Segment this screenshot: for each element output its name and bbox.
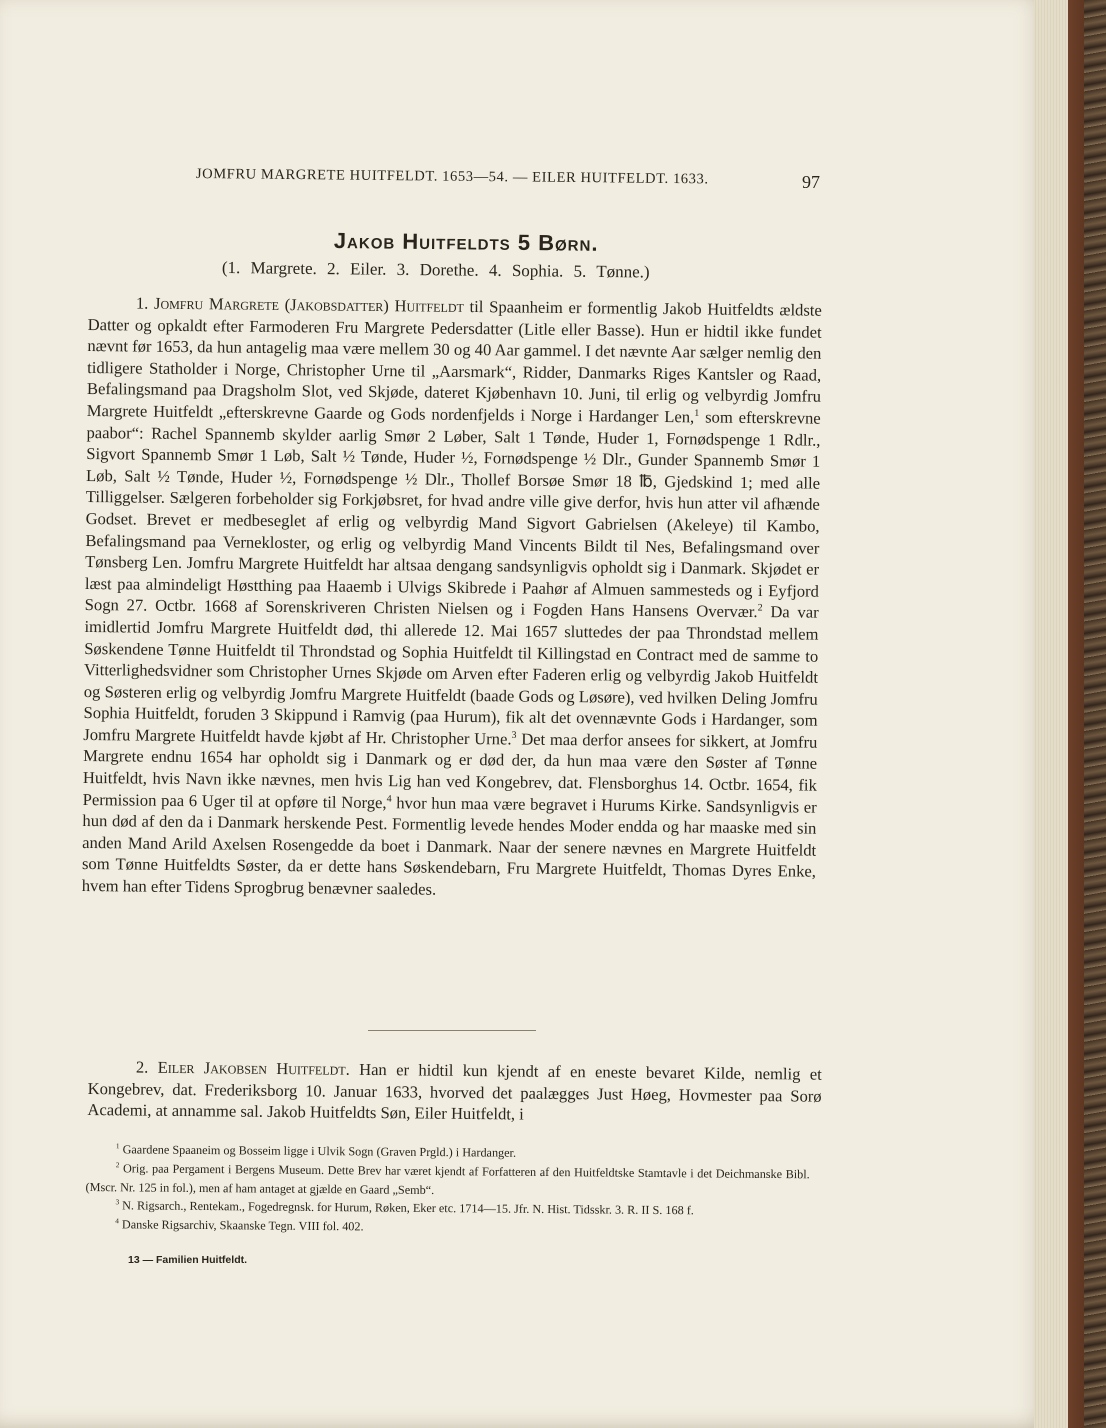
paragraph-text: Da var imidlertid Jomfru Margrete Huitfeldt død, thi allerede 12. Mai 1657 sluttedes der paa Throndstad mellem Søskendene Tønne Huitfeldt til Throndstad og Sophia Huitfeldt til Killingstad en Contract med de samme to Vitterlighedsvidner som Christopher Urnes Skjøde om Arven efter Faderen erlig og velbyrdig Jakob Huitfeldt og Søsteren erlig og velbyrdig Jomfru Margrete Huitfeldt (baade Gods og Løsøre), ved hvilken Deling Jomfru Sophia Huitfeldt, foruden 3 Skippund i Ramvig (paa Hurum), fik alt det ovennævnte Gods i Hardanger, som Jomfru Margrete Huitfeldt havde kjøbt af Hr. Christopher Urne. [83,602,819,749]
paragraph-text: Han er hidtil kun kjendt af en eneste bevaret Kilde, nemlig et Kongebrev, dat. Frederiksborg 10. Januar 1633, hvorved det paalægges Just Høeg, Hovmester paa Sorø Academi, at annamme sal. Jakob Huitfeldts Søn, Eiler Huitfeldt, i [87,1059,822,1124]
paragraph-number: 2. [135,1057,149,1077]
footnote-text: N. Rigsarch., Rentekam., Fogedregnsk. for Hurum, Røken, Eker etc. 1714—15. Jfr. N. Hist. Tidsskr. 3. R. II S. 168 f. [122,1198,694,1218]
footnotes [85,1140,810,1240]
footnote-ref: 2 [757,602,763,614]
printer-signature: 13 — Familien Huitfeldt. [128,1254,248,1266]
footnote-mark: 3 [115,1197,120,1207]
page-edges [1034,0,1068,1428]
footnote-mark: 2 [115,1159,120,1170]
paragraph-margrete [82,292,822,904]
footnote-text: Danske Rigsarchiv, Skaanske Tegn. VIII fol. 402. [121,1217,364,1234]
footnote-text: Orig. paa Pergament i Bergens Museum. Dette Brev har været kjendt af Forfatteren af den Huitfeldtske Stamtavle i det Deichmanske Bibl. (Mscr. Nr. 125 in fol.), men af ham antaget at gjælde en Gaard „Semb“. [85,1161,810,1197]
footnote-mark: 1 [115,1141,120,1151]
paragraph-heading: Eiler Jakobsen Huitfeldt. [157,1057,350,1079]
footnote-text: Gaardene Spaaneim og Bosseim ligge i Ulvik Sogn (Graven Prgld.) i Hardanger. [122,1142,517,1160]
paragraph-number: 1. [135,293,149,313]
section-title: Jakob Huitfeldts 5 Børn. [333,228,599,256]
paragraph-text: til Spaanheim er formentlig Jakob Huitfeldts ældste Datter og opkaldt efter Farmoderen Fru Margrete Pedersdatter (Litle eller Basse). Hun er hidtil ikke fundet nævnt før 1653, da hun antagelig maa være mellem 30 og 40 Aar gammel. I det nævnte Aar sælger nemlig den tidligere Statholder i Norge, Christopher Urne til „Aarsmark“, Ridder, Danmarks Riges Kantsler og Raad, Befalingsmand paa Dragsholm Slot, ved Skjøde, dateret Kjøbenhavn 10. Juni, til erlig og velbyrdig Jomfru Margrete Huitfeldt „efterskrevne Gaarde og Gods nordenfjelds i Norge i Hardanger Len, [86,296,822,427]
section-subtitle: (1. Margrete. 2. Eiler. 3. Dorethe. 4. Sophia. 5. Tønne.) [221,258,650,282]
footnote-ref: 4 [386,793,392,805]
running-head: JOMFRU MARGRETE HUITFELDT. 1653—54. — EILER HUITFELDT. 1633. [195,166,709,188]
footnote-mark: 4 [115,1216,119,1226]
footnote-ref: 1 [694,407,700,419]
paragraph-eiler [87,1056,822,1128]
paragraph-text: hvor hun maa være begravet i Hurums Kirke. Sandsynligvis er hun død af den da i Danmark herskende Pest. Formentlig levede hendes Moder endda og har maaske med sin anden Mand Arild Axelsen Rosengedde da boet i Danmark. Naar der senere nævnes en Margrete Huitfeldt som Tønne Huitfeldts Søster, da er dette hans Søskendebarn, Fru Margrete Huitfeldt, Thomas Dyres Enke, hvem han efter Tidens Sprogbrug benævner saaledes. [81,792,817,899]
page-number: 97 [802,172,820,192]
binding-marble-edge [1084,0,1106,1428]
paragraph-text: Det maa derfor ansees for sikkert, at Jomfru Margrete endnu 1654 har opholdt sig i Danmark og er død der, da hun maa være den Søster af Tønne Huitfeldt, hvis Navn ikke nævnes, men hvis Lig han ved Kongebrev, dat. Flensborghus 14. Octbr. 1654, fik Permission paa 6 Uger til at opføre til Norge, [82,729,818,812]
paragraph-heading: Jomfru Margrete (Jakobsdatter) Huitfeldt [153,293,464,316]
paragraph-text: som efterskrevne paabor“: Rachel Spannemb skylder aarlig Smør 2 Løber, Salt 1 Tønde, Huder 1, Fornødspenge 1 Rdlr., Sigvort Spannemb Smør 1 Løb, Salt ½ Tønde, Huder ½, Fornødspenge ½ Dlr., Gunder Spannemb Smør 1 Løb, Salt ½ Tønde, Huder ½, Fornødspenge ½ Dlr., Thollef Borsøe Smør 18 ℔, Gjedskind 1; med alle Tilliggelser. Sælgeren forbeholder sig Forkjøbsret, for hvad andre ville give derfor, hvis hun atter vil afhænde Godset. Brevet er medbeseglet af erlig og velbyrdig Mand Sigvort Gabrielsen (Akeleye) til Kambo, Befalingsmand paa Vernekloster, og erlig og velbyrdig Mand Vincents Bildt til Nes, Befalingsmand over Tønsberg Len. Jomfru Margrete Huitfeldt har altsaa dengang sandsynligvis opholdt sig i Danmark. Skjødet er læst paa almindeligt Høstthing paa Haaemb i Ulvigs Skibrede i Paahør af Almuen sammesteds og i Eyfjord Sogn 27. Octbr. 1668 af Sorenskriveren Christen Nielsen og i Fogden Hans Hansens Overvær. [84,407,821,622]
section-divider [368,1030,536,1031]
footnote [86,1159,810,1203]
footnote-ref: 3 [511,729,517,741]
